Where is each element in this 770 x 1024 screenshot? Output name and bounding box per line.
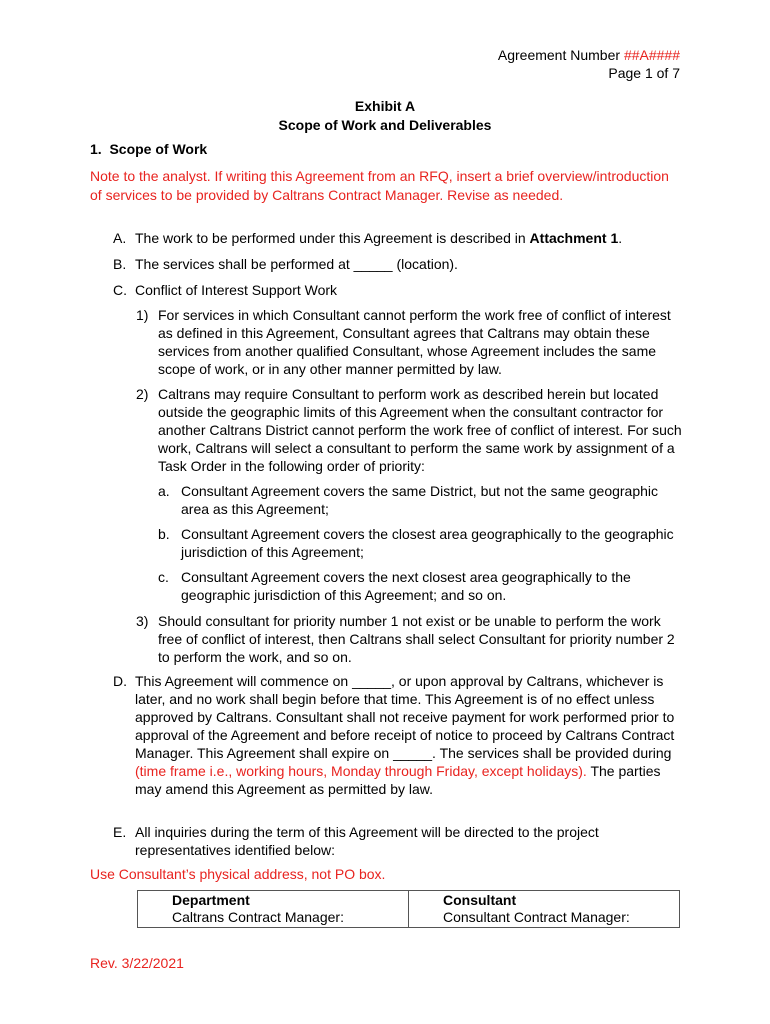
list-text-d-body: This Agreement will commence on _____, or upon approval by Caltrans, whichever is later, and no work shall begin before that time. This Agreement is of no effect unless approved by Caltrans. Consultant shall not receive payment for work performed prior to approval of the Agreement and before receipt of notice to proceed by Caltrans Contract Manager. This Agreement shall expire on _____. The services shall be provided during xyxy=(135,673,675,761)
agreement-number-placeholder: ##A#### xyxy=(623,47,680,63)
sublist-text-3: Should consultant for priority number 1 not exist or be unable to perform the work free of conflict of interest, then Caltrans shall select Consultant for priority number 2 to perform the work, and so on. xyxy=(158,613,675,665)
table-cell xyxy=(409,891,680,928)
list-text-a-end: . xyxy=(618,230,623,246)
list-label-b: B. xyxy=(113,256,127,272)
project-representatives-table xyxy=(137,890,680,928)
table-cell xyxy=(138,891,409,928)
priority-text-b: Consultant Agreement covers the closest area geographically to the geographic jurisdiction of this Agreement; xyxy=(181,526,674,560)
exhibit-title-line1: Exhibit A xyxy=(354,98,416,114)
list-label-d: D. xyxy=(113,673,127,689)
sublist-label-2: 2) xyxy=(136,386,149,402)
section-heading-scope: 1. Scope of Work xyxy=(90,141,208,157)
analyst-note: Note to the analyst. If writing this Agreement from an RFQ, insert a brief overview/introduction of services to be provided by Caltrans Contract Manager. Revise as needed. xyxy=(90,168,669,203)
priority-text-c: Consultant Agreement covers the next closest area geographically to the geographic jurisdiction of this Agreement; and so on. xyxy=(181,569,631,603)
list-label-c: C. xyxy=(113,282,127,298)
exhibit-title-line2: Scope of Work and Deliverables xyxy=(278,117,492,133)
time-frame-placeholder: (time frame i.e., working hours, Monday through Friday, except holidays). xyxy=(135,763,587,779)
department-header: Department xyxy=(172,892,250,908)
list-text-a-body: The work to be performed under this Agreement is described in xyxy=(135,230,530,246)
caltrans-contract-manager-label: Caltrans Contract Manager: xyxy=(172,909,344,925)
priority-label-a: a. xyxy=(158,483,170,499)
page-header xyxy=(498,46,680,82)
exhibit-title xyxy=(0,97,770,135)
priority-text-a: Consultant Agreement covers the same District, but not the same geographic area as this Agreement; xyxy=(181,483,659,517)
priority-label-c: c. xyxy=(158,569,169,585)
list-text-b: The services shall be performed at _____ (location). xyxy=(135,256,458,272)
consultant-contract-manager-label: Consultant Contract Manager: xyxy=(443,909,630,925)
sublist-text-2: Caltrans may require Consultant to perform work as described herein but located outside the geographic limits of this Agreement when the consultant contractor for another Caltrans District cannot perform the work free of conflict of interest. For such work, Caltrans will select a consultant to perform the same work by assignment of a Task Order in the following order of priority: xyxy=(158,386,682,474)
list-text-d xyxy=(135,672,685,798)
revision-footer: Rev. 3/22/2021 xyxy=(90,955,184,971)
list-text-c: Conflict of Interest Support Work xyxy=(135,282,338,298)
attachment-reference: Attachment 1 xyxy=(529,230,619,246)
list-label-e: E. xyxy=(113,824,127,840)
table-row xyxy=(138,891,680,928)
list-label-a: A. xyxy=(113,230,127,246)
sublist-label-1: 1) xyxy=(136,307,149,323)
page-indicator: Page 1 of 7 xyxy=(608,65,680,81)
agreement-number-label: Agreement Number xyxy=(497,47,624,63)
sublist-text-1: For services in which Consultant cannot perform the work free of conflict of interest as defined in this Agreement, Consultant agrees that Caltrans may obtain these services from another qualified Consultant, whose Agreement includes the same scope of work, or in any other manner permitted by law. xyxy=(158,307,671,377)
address-note: Use Consultant’s physical address, not PO box. xyxy=(90,866,386,882)
list-text-e: All inquiries during the term of this Agreement will be directed to the project representatives identified below: xyxy=(135,824,599,858)
consultant-header: Consultant xyxy=(443,892,517,908)
agreement-number-line xyxy=(498,46,680,64)
priority-label-b: b. xyxy=(158,526,170,542)
sublist-label-3: 3) xyxy=(136,613,149,629)
list-text-a xyxy=(135,229,683,247)
list-text-d-end: The parties may amend this Agreement as permitted by law. xyxy=(135,763,661,797)
